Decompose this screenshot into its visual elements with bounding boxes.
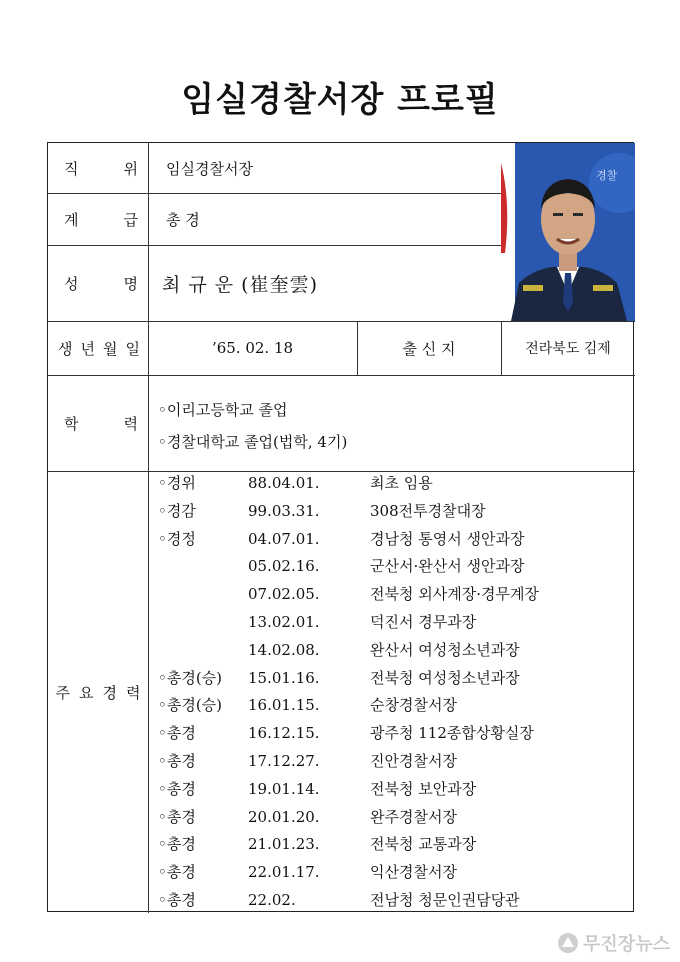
- career-row: [158, 803, 628, 831]
- career-desc: 전북청 보안과장: [370, 779, 477, 798]
- career-date: 99.03.31.: [248, 501, 320, 520]
- hometown-label: 출 신 지: [402, 339, 456, 358]
- career-desc: 전북청 교통과장: [370, 835, 477, 854]
- career-desc: 순창경찰서장: [370, 696, 457, 715]
- career-row: [158, 525, 628, 553]
- education-item: ◦경찰대학교 졸업(법학, 4기): [158, 433, 348, 451]
- name-label: 성 명: [64, 274, 138, 293]
- career-rank: ◦총경: [158, 807, 196, 826]
- career-row: [158, 830, 628, 858]
- career-row: [158, 497, 628, 525]
- career-desc: 완주경찰서장: [370, 807, 457, 826]
- career-rank: ◦경정: [158, 529, 196, 548]
- career-row: [158, 580, 628, 608]
- career-date: 22.02.: [248, 891, 296, 909]
- career-rank: ◦경감: [158, 501, 196, 520]
- position-value: 임실경찰서장: [166, 159, 253, 178]
- career-rank: ◦총경: [158, 835, 196, 854]
- career-row: [158, 636, 628, 664]
- career-rank: ◦총경(승): [158, 668, 223, 687]
- career-date: 21.01.23.: [248, 835, 320, 854]
- svg-text:경찰: 경찰: [596, 169, 618, 182]
- career-date: 20.01.20.: [248, 807, 320, 826]
- career-row: [158, 664, 628, 692]
- career-date: 17.12.27.: [248, 752, 320, 770]
- career-row: [158, 775, 628, 803]
- career-row: [158, 747, 628, 775]
- career-desc: 308전투경찰대장: [370, 501, 486, 520]
- career-date: 16.12.15.: [248, 724, 320, 743]
- career-rank: ◦총경: [158, 724, 196, 743]
- career-desc: 전남청 청문인권담당관: [370, 891, 520, 909]
- career-row: [158, 858, 628, 886]
- career-rank: ◦총경(승): [158, 696, 223, 715]
- portrait-photo: [501, 143, 635, 321]
- profile-table: [47, 142, 634, 912]
- career-date: 19.01.14.: [248, 779, 320, 798]
- career-desc: 익산경찰서장: [370, 863, 457, 882]
- education-item: ◦이리고등학교 졸업: [158, 401, 288, 419]
- career-date: 04.07.01.: [248, 529, 320, 548]
- career-date: 13.02.01.: [248, 613, 320, 631]
- career-date: 88.04.01.: [248, 474, 320, 492]
- career-row: [158, 719, 628, 747]
- career-row: [158, 552, 628, 580]
- career-desc: 군산서·완산서 생안과장: [370, 557, 525, 576]
- career-desc: 경남청 통영서 생안과장: [370, 529, 525, 548]
- career-date: 05.02.16.: [248, 557, 320, 576]
- page-title: 임실경찰서장 프로필: [181, 80, 499, 120]
- career-row: [158, 886, 628, 914]
- career-row: [158, 608, 628, 636]
- birth-label: 생 년 월 일: [58, 339, 140, 358]
- career-desc: 전북청 여성청소년과장: [370, 668, 520, 687]
- career-row: [158, 691, 628, 719]
- career-rank: ◦경위: [158, 474, 196, 492]
- career-desc: 덕진서 경무과장: [370, 613, 477, 631]
- career-desc: 전북청 외사계장·경무계장: [370, 585, 539, 604]
- birth-value: ’65. 02. 18: [211, 339, 294, 357]
- name-value: 최 규 운 (崔奎雲): [162, 273, 319, 296]
- career-date: 07.02.05.: [248, 585, 320, 604]
- career-date: 15.01.16.: [248, 668, 320, 687]
- news-logo-icon: [557, 932, 579, 954]
- career-rank: ◦총경: [158, 863, 196, 882]
- career-rank: ◦총경: [158, 752, 196, 770]
- hometown-value: 전라북도 김제: [525, 341, 611, 357]
- career-rank: ◦총경: [158, 779, 196, 798]
- position-label: 직 위: [64, 159, 138, 178]
- career-date: 14.02.08.: [248, 640, 320, 659]
- career-rank: ◦총경: [158, 891, 196, 909]
- rank-value: 총 경: [166, 210, 200, 229]
- career-desc: 최초 임용: [370, 474, 433, 492]
- career-row: [158, 469, 628, 497]
- career-desc: 완산서 여성청소년과장: [370, 640, 520, 659]
- watermark-logo: [557, 930, 670, 956]
- career-desc: 진안경찰서장: [370, 752, 457, 770]
- career-label: 주 요 경 력: [55, 683, 141, 702]
- career-desc: 광주청 112종합상황실장: [370, 724, 534, 743]
- career-date: 22.01.17.: [248, 863, 320, 882]
- education-label: 학 력: [64, 414, 138, 433]
- career-date: 16.01.15.: [248, 696, 320, 715]
- rank-label: 계 급: [64, 210, 138, 229]
- watermark-text: 무진장뉴스: [583, 934, 670, 955]
